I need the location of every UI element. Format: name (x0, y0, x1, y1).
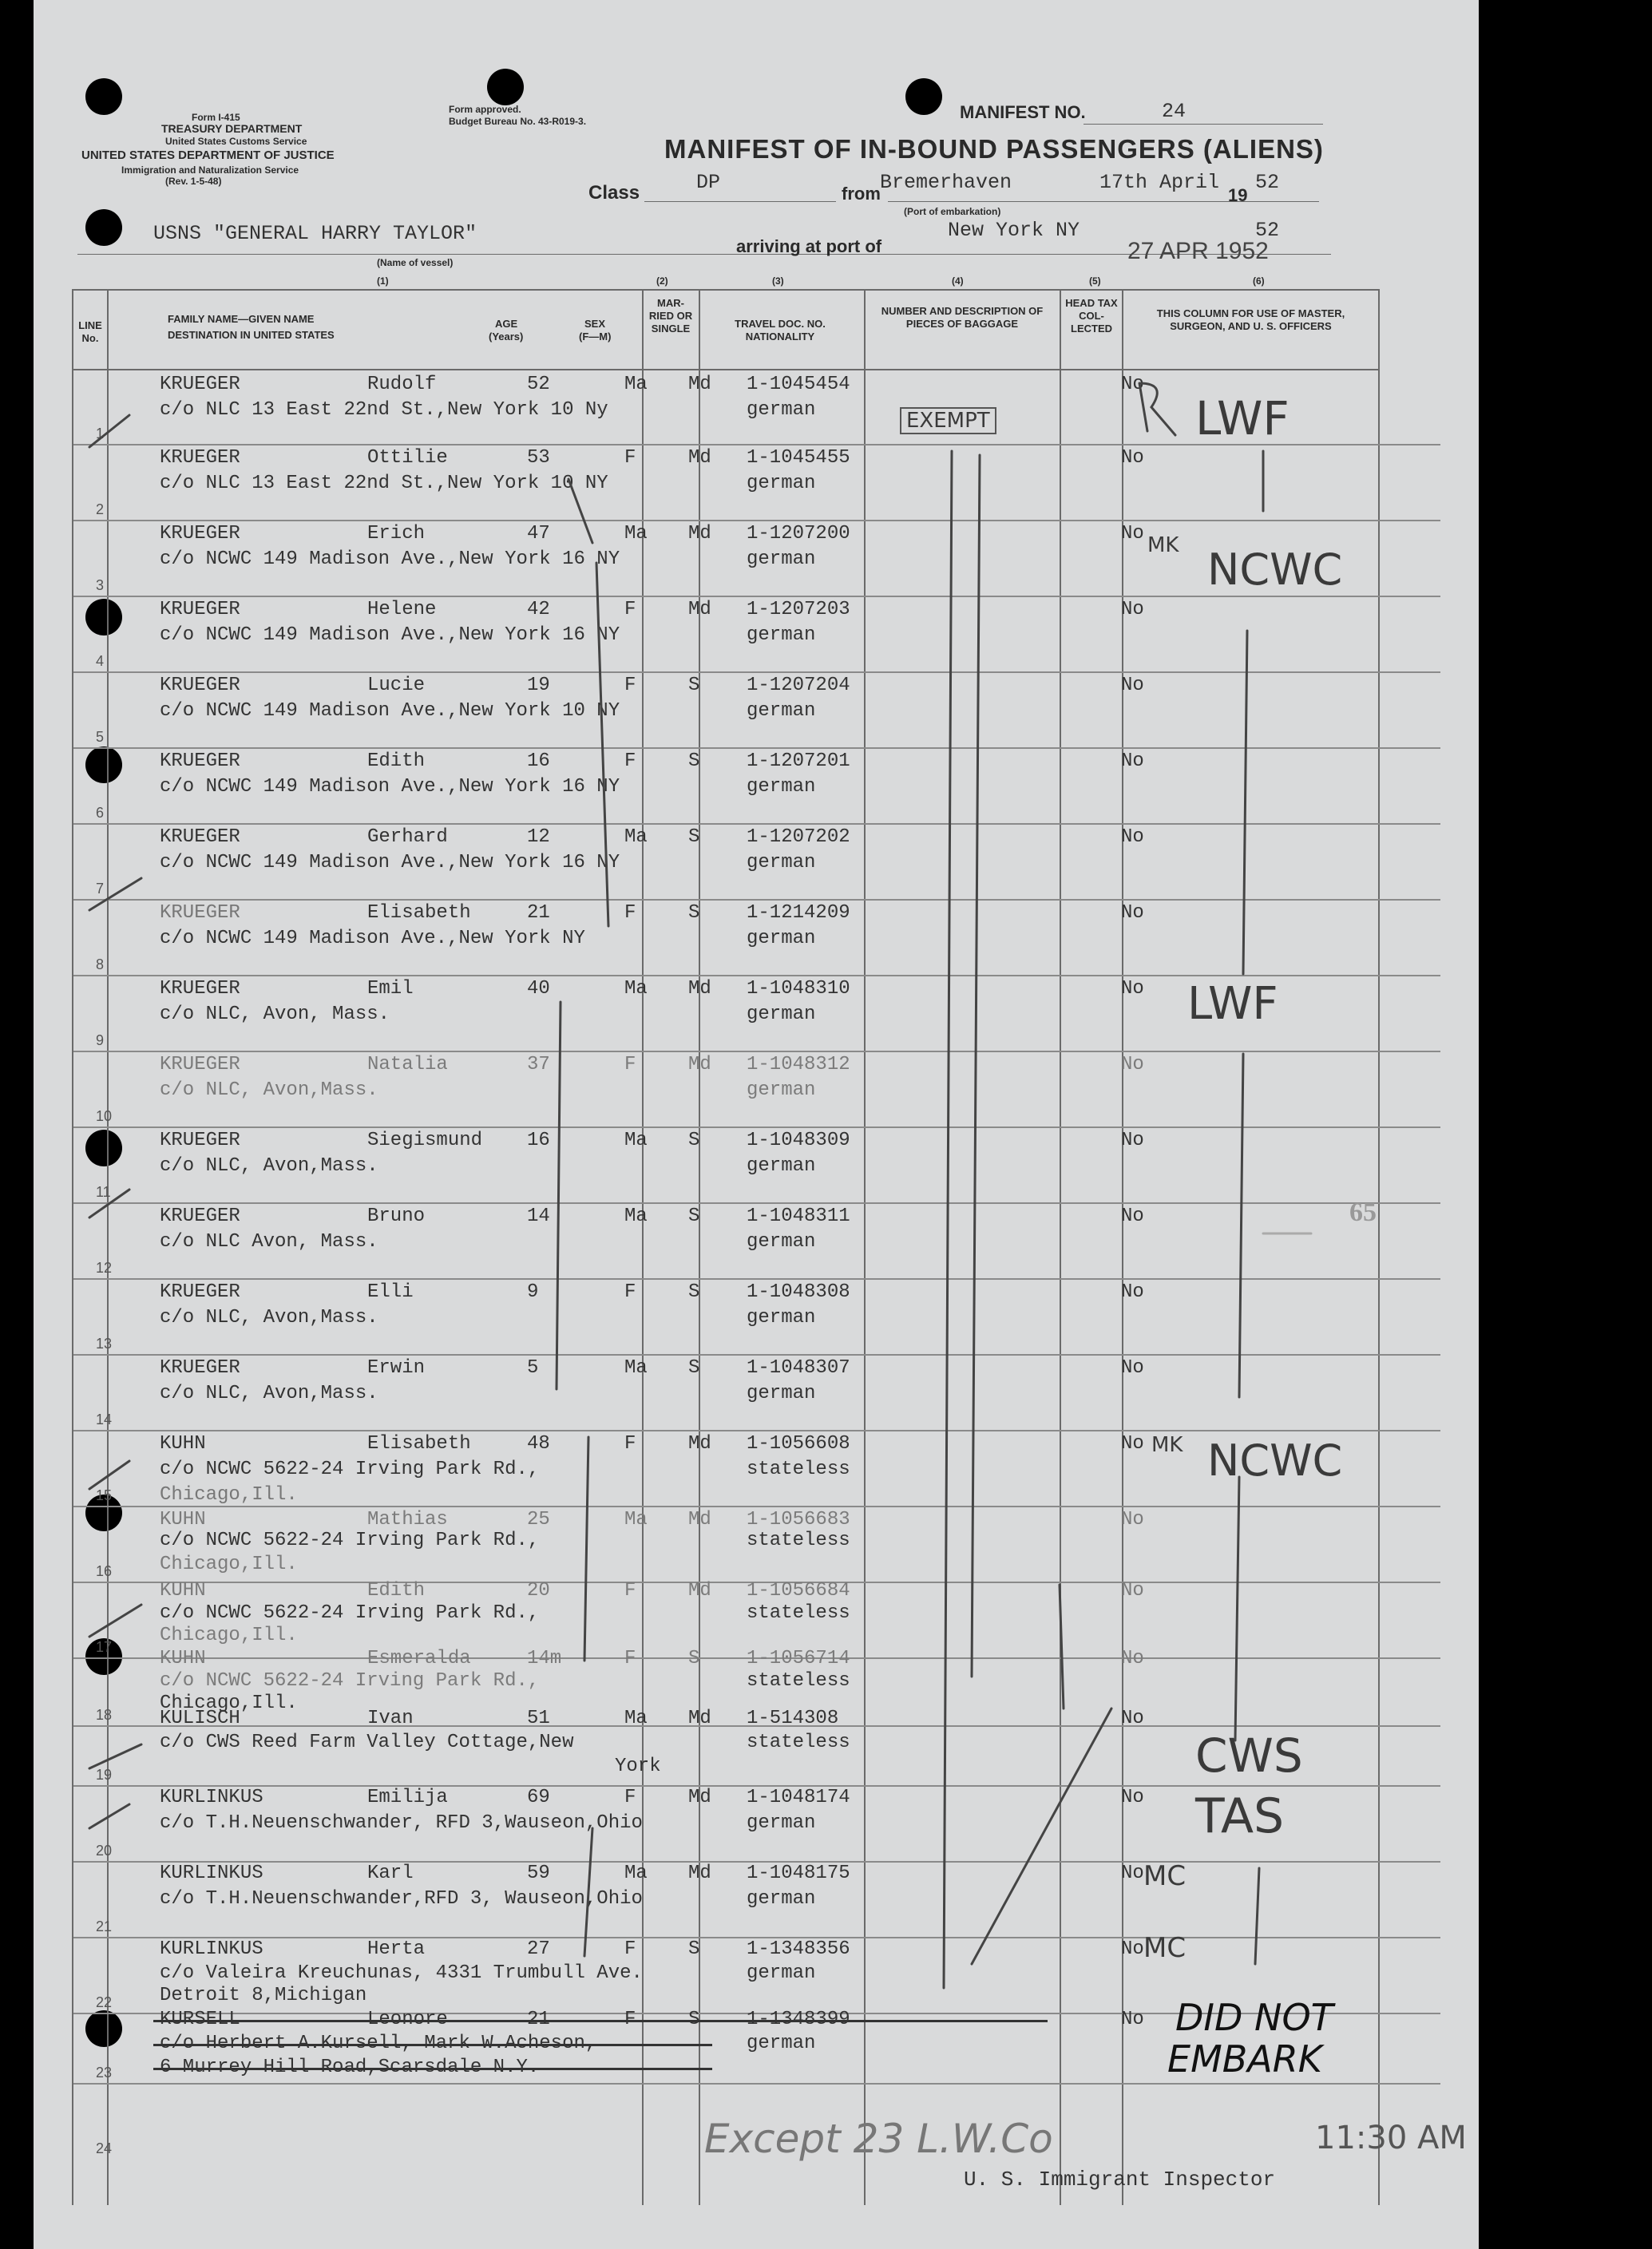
passenger-doc-no: 1-1207203 (747, 599, 850, 620)
passenger-given-name: Bruno (367, 1206, 426, 1227)
passenger-doc-no: 1-1048174 (747, 1787, 850, 1808)
pencil-marks (34, 0, 1479, 2249)
row-line-number: 13 (96, 1336, 113, 1352)
passenger-doc-no: 1-1214209 (747, 902, 850, 924)
passenger-surname: KUHN (160, 1509, 206, 1530)
passenger-age: 27 (527, 1938, 550, 1960)
head-tax-value: No (1121, 523, 1144, 544)
passenger-marital: Md (688, 1433, 711, 1455)
departure-date: 17th April (1099, 171, 1220, 194)
passenger-given-name: Emilija (367, 1787, 448, 1808)
passenger-given-name: Gerhard (367, 826, 448, 848)
passenger-marital: Md (688, 1509, 711, 1530)
passenger-given-name: Helene (367, 599, 437, 620)
passenger-surname: KRUEGER (160, 826, 240, 848)
class-value: DP (696, 171, 721, 194)
passenger-sex: F (624, 750, 636, 772)
head-tax-value: No (1121, 1580, 1144, 1602)
passenger-sex: F (624, 1787, 636, 1808)
passenger-marital: S (688, 675, 700, 696)
port-embark-caption: (Port of embarkation) (904, 206, 1001, 217)
passenger-doc-no: 1-1207200 (747, 523, 850, 544)
passenger-doc-no: 1-1045455 (747, 447, 850, 469)
passenger-given-name: Lucie (367, 675, 426, 696)
passenger-nationality: german (747, 852, 816, 873)
passenger-destination: c/o NLC, Avon, Mass. (160, 1004, 390, 1025)
arriving-label: arriving at port of (736, 236, 882, 256)
passenger-sex: Ma (624, 1206, 648, 1227)
revision: (Rev. 1-5-48) (165, 176, 222, 187)
passenger-given-name: Elli (367, 1281, 414, 1303)
row-line-number: 5 (96, 729, 105, 745)
passenger-marital: Md (688, 1580, 711, 1602)
head-tax-value: No (1121, 599, 1144, 620)
passenger-doc-no: 1-1045454 (747, 374, 850, 395)
passenger-surname: KRUEGER (160, 902, 240, 924)
passenger-sex: F (624, 1054, 636, 1075)
head-tax-value: No (1121, 1938, 1144, 1960)
row-line-number: 18 (96, 1707, 113, 1723)
passenger-nationality: german (747, 1004, 816, 1025)
passenger-destination: c/o NCWC 149 Madison Ave.,New York 16 NY (160, 852, 620, 873)
passenger-age: 42 (527, 599, 550, 620)
header-line-no: LINE No. (78, 319, 102, 344)
passenger-marital: S (688, 1281, 700, 1303)
header-travel-doc: TRAVEL DOC. NO. NATIONALITY (735, 318, 826, 342)
inspector-caption: U. S. Immigrant Inspector (964, 2168, 1276, 2192)
agency-lwf: LWF (1195, 391, 1290, 445)
head-tax-value: No (1121, 675, 1144, 696)
row-line-number: 10 (96, 1108, 113, 1124)
passenger-sex: Ma (624, 1357, 648, 1379)
dept-justice: UNITED STATES DEPARTMENT OF JUSTICE (81, 148, 335, 162)
passenger-marital: Md (688, 374, 711, 395)
passenger-age: 25 (527, 1509, 550, 1530)
passenger-sex: F (624, 675, 636, 696)
passenger-sex: F (624, 447, 636, 469)
passenger-age: 53 (527, 447, 550, 469)
passenger-nationality: german (747, 399, 816, 421)
passenger-given-name: Mathias (367, 1509, 448, 1530)
passenger-surname: KRUEGER (160, 374, 240, 395)
header-destination: DESTINATION IN UNITED STATES (168, 329, 335, 341)
passenger-surname: KRUEGER (160, 1206, 240, 1227)
passenger-destination: c/o NCWC 5622-24 Irving Park Rd., (160, 1670, 540, 1692)
passenger-nationality: german (747, 1962, 816, 1984)
passenger-age: 59 (527, 1863, 550, 1884)
col-num-5: (5) (1089, 275, 1101, 287)
passenger-age: 69 (527, 1787, 550, 1808)
agency-mc: MC (1143, 1860, 1187, 1892)
page-number: 65 (1349, 1198, 1377, 1227)
manifest-number: 24 (1162, 100, 1187, 123)
passenger-doc-no: 1-1048307 (747, 1357, 850, 1379)
passenger-doc-no: 1-1048175 (747, 1863, 850, 1884)
passenger-doc-no: 1-1048310 (747, 978, 850, 1000)
passenger-marital: S (688, 1357, 700, 1379)
class-label: Class (588, 182, 640, 204)
row-line-number: 16 (96, 1563, 113, 1579)
passenger-marital: S (688, 1938, 700, 1960)
agency-lwf: LWF (1187, 978, 1278, 1030)
row-line-number: 3 (96, 577, 105, 593)
passenger-given-name: Ottilie (367, 447, 448, 469)
passenger-destination-line2: Chicago,Ill. (160, 1693, 298, 1714)
vessel-caption: (Name of vessel) (377, 257, 454, 268)
passenger-surname: KRUEGER (160, 1281, 240, 1303)
passenger-destination: c/o NLC 13 East 22nd St.,New York 10 Ny (160, 399, 608, 421)
passenger-destination: c/o NCWC 149 Madison Ave.,New York 10 NY (160, 700, 620, 722)
passenger-nationality: german (747, 1155, 816, 1177)
passenger-nationality: stateless (747, 1530, 850, 1551)
passenger-destination: c/o NCWC 149 Madison Ave.,New York NY (160, 928, 585, 949)
agency-ncwc: NCWC (1207, 1435, 1343, 1486)
row-line-number: 4 (96, 653, 105, 669)
exempt-stamp: EXEMPT (900, 407, 996, 434)
arrival-port: New York NY (948, 219, 1080, 242)
passenger-destination: c/o NCWC 149 Madison Ave.,New York 16 NY (160, 548, 620, 570)
dept-treasury: TREASURY DEPARTMENT (161, 122, 303, 135)
passenger-sex: Ma (624, 1130, 648, 1151)
passenger-given-name: Edith (367, 1580, 426, 1602)
header-age: AGE (495, 318, 518, 330)
row-line-number: 7 (96, 881, 105, 897)
passenger-given-name: Rudolf (367, 374, 437, 395)
head-tax-value: No (1121, 1648, 1144, 1669)
manifest-label: MANIFEST NO. (960, 102, 1086, 122)
header-married: MAR- RIED OR SINGLE (648, 297, 693, 335)
passenger-marital: Md (688, 1054, 711, 1075)
passenger-sex: F (624, 1433, 636, 1455)
passenger-marital: Md (688, 1708, 711, 1729)
col-num-3: (3) (772, 275, 784, 287)
passenger-destination: c/o NCWC 149 Madison Ave.,New York 16 NY (160, 624, 620, 646)
passenger-destination-line2: Detroit 8,Michigan (160, 1985, 367, 2006)
head-tax-value: No (1121, 826, 1144, 848)
passenger-destination: c/o T.H.Neuenschwander, RFD 3,Wauseon,Ohio (160, 1812, 643, 1834)
passenger-marital: Md (688, 1787, 711, 1808)
passenger-doc-no: 1-1048309 (747, 1130, 850, 1151)
header-head-tax: HEAD TAX COL- LECTED (1065, 297, 1118, 335)
passenger-age: 52 (527, 374, 550, 395)
arrival-stamp: 27 APR 1952 (1127, 238, 1269, 264)
row-line-number: 19 (96, 1767, 113, 1783)
passenger-age: 51 (527, 1708, 550, 1729)
row-line-number: 22 (96, 1994, 113, 2010)
passenger-destination: c/o NCWC 5622-24 Irving Park Rd., (160, 1602, 540, 1624)
passenger-destination-line2: Chicago,Ill. (160, 1484, 298, 1506)
col-num-4: (4) (952, 275, 964, 287)
passenger-destination: c/o CWS Reed Farm Valley Cottage,New (160, 1732, 574, 1753)
passenger-given-name: Elisabeth (367, 1433, 471, 1455)
passenger-age: 40 (527, 978, 550, 1000)
passenger-marital: S (688, 1206, 700, 1227)
passenger-surname: KRUEGER (160, 1130, 240, 1151)
passenger-age: 21 (527, 902, 550, 924)
row-line-number: 14 (96, 1412, 113, 1427)
dept-treasury-sub: United States Customs Service (165, 136, 307, 147)
passenger-nationality: german (747, 1307, 816, 1328)
passenger-destination: c/o NLC Avon, Mass. (160, 1231, 378, 1253)
passenger-surname: KUHN (160, 1433, 206, 1455)
passenger-age: 16 (527, 750, 550, 772)
passenger-destination-line2: Chicago,Ill. (160, 1625, 298, 1646)
agency-mk: MK (1147, 533, 1179, 557)
passenger-destination: c/o NLC, Avon,Mass. (160, 1079, 378, 1101)
passenger-given-name: Ivan (367, 1708, 414, 1729)
header-age-sub: (Years) (489, 331, 524, 342)
passenger-surname: KRUEGER (160, 750, 240, 772)
passenger-doc-no: 1-1056684 (747, 1580, 850, 1602)
passenger-marital: S (688, 826, 700, 848)
passenger-age: 16 (527, 1130, 550, 1151)
inspector-signature: Except 23 L.W.Co (704, 2116, 1053, 2162)
head-tax-value: No (1121, 2009, 1144, 2030)
passenger-nationality: german (747, 776, 816, 798)
passenger-sex: F (624, 1938, 636, 1960)
head-tax-value: No (1121, 1787, 1144, 1808)
year-prefix-1: 19 (1228, 185, 1248, 205)
row-line-number: 1 (96, 426, 105, 441)
passenger-age: 37 (527, 1054, 550, 1075)
passenger-given-name: Elisabeth (367, 902, 471, 924)
passenger-nationality: stateless (747, 1602, 850, 1624)
row-line-number: 11 (96, 1184, 111, 1200)
port-of-embarkation: Bremerhaven (880, 171, 1012, 194)
passenger-nationality: german (747, 1079, 816, 1101)
from-label: from (842, 184, 881, 204)
passenger-marital: Md (688, 978, 711, 1000)
passenger-sex: F (624, 599, 636, 620)
passenger-surname: KULISCH (160, 1708, 240, 1729)
head-tax-value: No (1121, 1433, 1144, 1455)
arrival-year: 52 (1255, 219, 1280, 242)
passenger-surname: KRUEGER (160, 978, 240, 1000)
passenger-destination-line2: Chicago,Ill. (160, 1554, 298, 1575)
passenger-marital: S (688, 902, 700, 924)
row-line-number: 15 (96, 1487, 113, 1503)
head-tax-value: No (1121, 447, 1144, 469)
passenger-doc-no: 1-514308 (747, 1708, 839, 1729)
passenger-destination: c/o NCWC 5622-24 Irving Park Rd., (160, 1530, 540, 1551)
form-approved: Form approved. (449, 104, 521, 115)
embark-note: EMBARK (1167, 2037, 1322, 2081)
row-line-number: 17 (96, 1639, 113, 1655)
passenger-surname: KRUEGER (160, 1357, 240, 1379)
passenger-nationality: stateless (747, 1459, 850, 1480)
passenger-destination: c/o NLC, Avon,Mass. (160, 1383, 378, 1404)
passenger-sex: Ma (624, 978, 648, 1000)
agency-cws: CWS (1195, 1728, 1303, 1783)
passenger-age: 47 (527, 523, 550, 544)
passenger-nationality: german (747, 2033, 816, 2054)
row-line-number: 20 (96, 1843, 113, 1859)
head-tax-value: No (1121, 978, 1144, 1000)
header-officers: THIS COLUMN FOR USE OF MASTER, SURGEON, AND U. S. OFFICERS (1156, 307, 1345, 332)
passenger-nationality: german (747, 1812, 816, 1834)
dept-justice-sub: Immigration and Naturalization Service (121, 164, 299, 176)
passenger-doc-no: 1-1048308 (747, 1281, 850, 1303)
passenger-age: 14m (527, 1648, 562, 1669)
passenger-doc-no: 1-1348356 (747, 1938, 850, 1960)
passenger-surname: KRUEGER (160, 523, 240, 544)
passenger-surname: KUHN (160, 1648, 206, 1669)
row-line-number: 9 (96, 1032, 105, 1048)
passenger-given-name: Natalia (367, 1054, 448, 1075)
head-tax-value: No (1121, 902, 1144, 924)
head-tax-value: No (1121, 1281, 1144, 1303)
head-tax-value: No (1121, 750, 1144, 772)
agency-mk: MK (1151, 1433, 1183, 1457)
row-line-number: 6 (96, 805, 105, 821)
agency-mc: MC (1143, 1932, 1187, 1964)
passenger-nationality: german (747, 624, 816, 646)
head-tax-value: No (1121, 1206, 1144, 1227)
passenger-nationality: german (747, 1383, 816, 1404)
passenger-doc-no: 1-1048312 (747, 1054, 850, 1075)
passenger-age: 12 (527, 826, 550, 848)
row-line-number: 12 (96, 1260, 113, 1276)
header-sex: SEX (584, 318, 606, 330)
passenger-marital: Md (688, 599, 711, 620)
passenger-doc-no: 1-1056714 (747, 1648, 850, 1669)
passenger-given-name: Siegismund (367, 1130, 483, 1151)
passenger-sex: F (624, 1281, 636, 1303)
passenger-sex: Ma (624, 1708, 648, 1729)
passenger-age: 9 (527, 1281, 539, 1303)
head-tax-value: No (1121, 1357, 1144, 1379)
passenger-marital: Md (688, 523, 711, 544)
head-tax-value: No (1121, 1708, 1144, 1729)
passenger-surname: KURLINKUS (160, 1787, 263, 1808)
passenger-given-name: Karl (367, 1863, 414, 1884)
passenger-marital: Md (688, 447, 711, 469)
passenger-doc-no: 1-1207202 (747, 826, 850, 848)
agency-tas: TAS (1195, 1788, 1285, 1844)
passenger-age: 48 (527, 1433, 550, 1455)
passenger-given-name: Erwin (367, 1357, 426, 1379)
passenger-nationality: german (747, 700, 816, 722)
passenger-marital: S (688, 1130, 700, 1151)
row-line-number: 21 (96, 1918, 113, 1934)
passenger-surname: KRUEGER (160, 599, 240, 620)
passenger-age: 20 (527, 1580, 550, 1602)
head-tax-value: No (1121, 1509, 1144, 1530)
passenger-marital: S (688, 1648, 700, 1669)
manifest-page (34, 0, 1479, 2249)
passenger-sex: Ma (624, 374, 648, 395)
passenger-given-name: Erich (367, 523, 426, 544)
head-tax-value: No (1121, 1130, 1144, 1151)
passenger-destination: c/o NLC 13 East 22nd St.,New York 10 NY (160, 473, 608, 494)
passenger-nationality: stateless (747, 1670, 850, 1692)
head-tax-value: No (1121, 1863, 1144, 1884)
passenger-doc-no: 1-1207204 (747, 675, 850, 696)
passenger-nationality: german (747, 548, 816, 570)
passenger-sex: Ma (624, 1863, 648, 1884)
did-not-note: DID NOT (1175, 1996, 1333, 2039)
passenger-destination: c/o T.H.Neuenschwander,RFD 3, Wauseon,Ohio (160, 1888, 643, 1910)
passenger-sex: F (624, 1580, 636, 1602)
passenger-sex: Ma (624, 1509, 648, 1530)
col-num-1: (1) (377, 275, 389, 287)
passenger-given-name: Herta (367, 1938, 426, 1960)
passenger-sex: F (624, 1648, 636, 1669)
passenger-surname: KURLINKUS (160, 1863, 263, 1884)
passenger-destination: c/o Valeira Kreuchunas, 4331 Trumbull Ave. (160, 1962, 643, 1984)
head-tax-value: No (1121, 374, 1144, 395)
passenger-age: 5 (527, 1357, 539, 1379)
passenger-destination-line2: York (615, 1756, 661, 1777)
head-tax-value: No (1121, 1054, 1144, 1075)
departure-year: 52 (1255, 171, 1280, 194)
budget-bureau: Budget Bureau No. 43-R019-3. (449, 116, 587, 127)
row-line-number: 23 (96, 2065, 113, 2081)
passenger-destination: c/o NCWC 5622-24 Irving Park Rd., (160, 1459, 540, 1480)
passenger-surname: KRUEGER (160, 675, 240, 696)
passenger-sex: F (624, 902, 636, 924)
vessel-name: USNS "GENERAL HARRY TAYLOR" (153, 222, 477, 245)
passenger-given-name: Emil (367, 978, 414, 1000)
row-line-number: 8 (96, 956, 105, 972)
passenger-doc-no: 1-1056683 (747, 1509, 850, 1530)
col-num-6: (6) (1253, 275, 1265, 287)
agency-ncwc: NCWC (1207, 544, 1343, 595)
passenger-surname: KRUEGER (160, 1054, 240, 1075)
passenger-surname: KURLINKUS (160, 1938, 263, 1960)
passenger-marital: S (688, 750, 700, 772)
header-baggage: NUMBER AND DESCRIPTION OF PIECES OF BAGGAGE (881, 305, 1044, 330)
passenger-destination: c/o NLC, Avon,Mass. (160, 1155, 378, 1177)
passenger-destination: c/o NLC, Avon,Mass. (160, 1307, 378, 1328)
form-number: Form I-415 (192, 112, 240, 123)
col-num-2: (2) (656, 275, 668, 287)
row-line-number: 2 (96, 501, 105, 517)
page-title: MANIFEST OF IN-BOUND PASSENGERS (ALIENS) (664, 134, 1324, 164)
passenger-nationality: stateless (747, 1732, 850, 1753)
passenger-nationality: german (747, 473, 816, 494)
passenger-surname: KUHN (160, 1580, 206, 1602)
passenger-nationality: german (747, 1888, 816, 1910)
passenger-surname: KRUEGER (160, 447, 240, 469)
passenger-age: 14 (527, 1206, 550, 1227)
passenger-given-name: Edith (367, 750, 426, 772)
time-note: 11:30 AM (1315, 2120, 1467, 2156)
passenger-doc-no: 1-1056608 (747, 1433, 850, 1455)
header-sex-sub: (F—M) (579, 331, 612, 342)
passenger-destination: c/o NCWC 149 Madison Ave.,New York 16 NY (160, 776, 620, 798)
row-line-number: 24 (96, 2140, 113, 2156)
passenger-marital: Md (688, 1863, 711, 1884)
passenger-sex: Ma (624, 826, 648, 848)
passenger-doc-no: 1-1048311 (747, 1206, 850, 1227)
passenger-age: 19 (527, 675, 550, 696)
passenger-nationality: german (747, 928, 816, 949)
passenger-doc-no: 1-1207201 (747, 750, 850, 772)
passenger-nationality: german (747, 1231, 816, 1253)
passenger-sex: Ma (624, 523, 648, 544)
header-name: FAMILY NAME—GIVEN NAME (168, 313, 315, 325)
passenger-given-name: Esmeralda (367, 1648, 471, 1669)
